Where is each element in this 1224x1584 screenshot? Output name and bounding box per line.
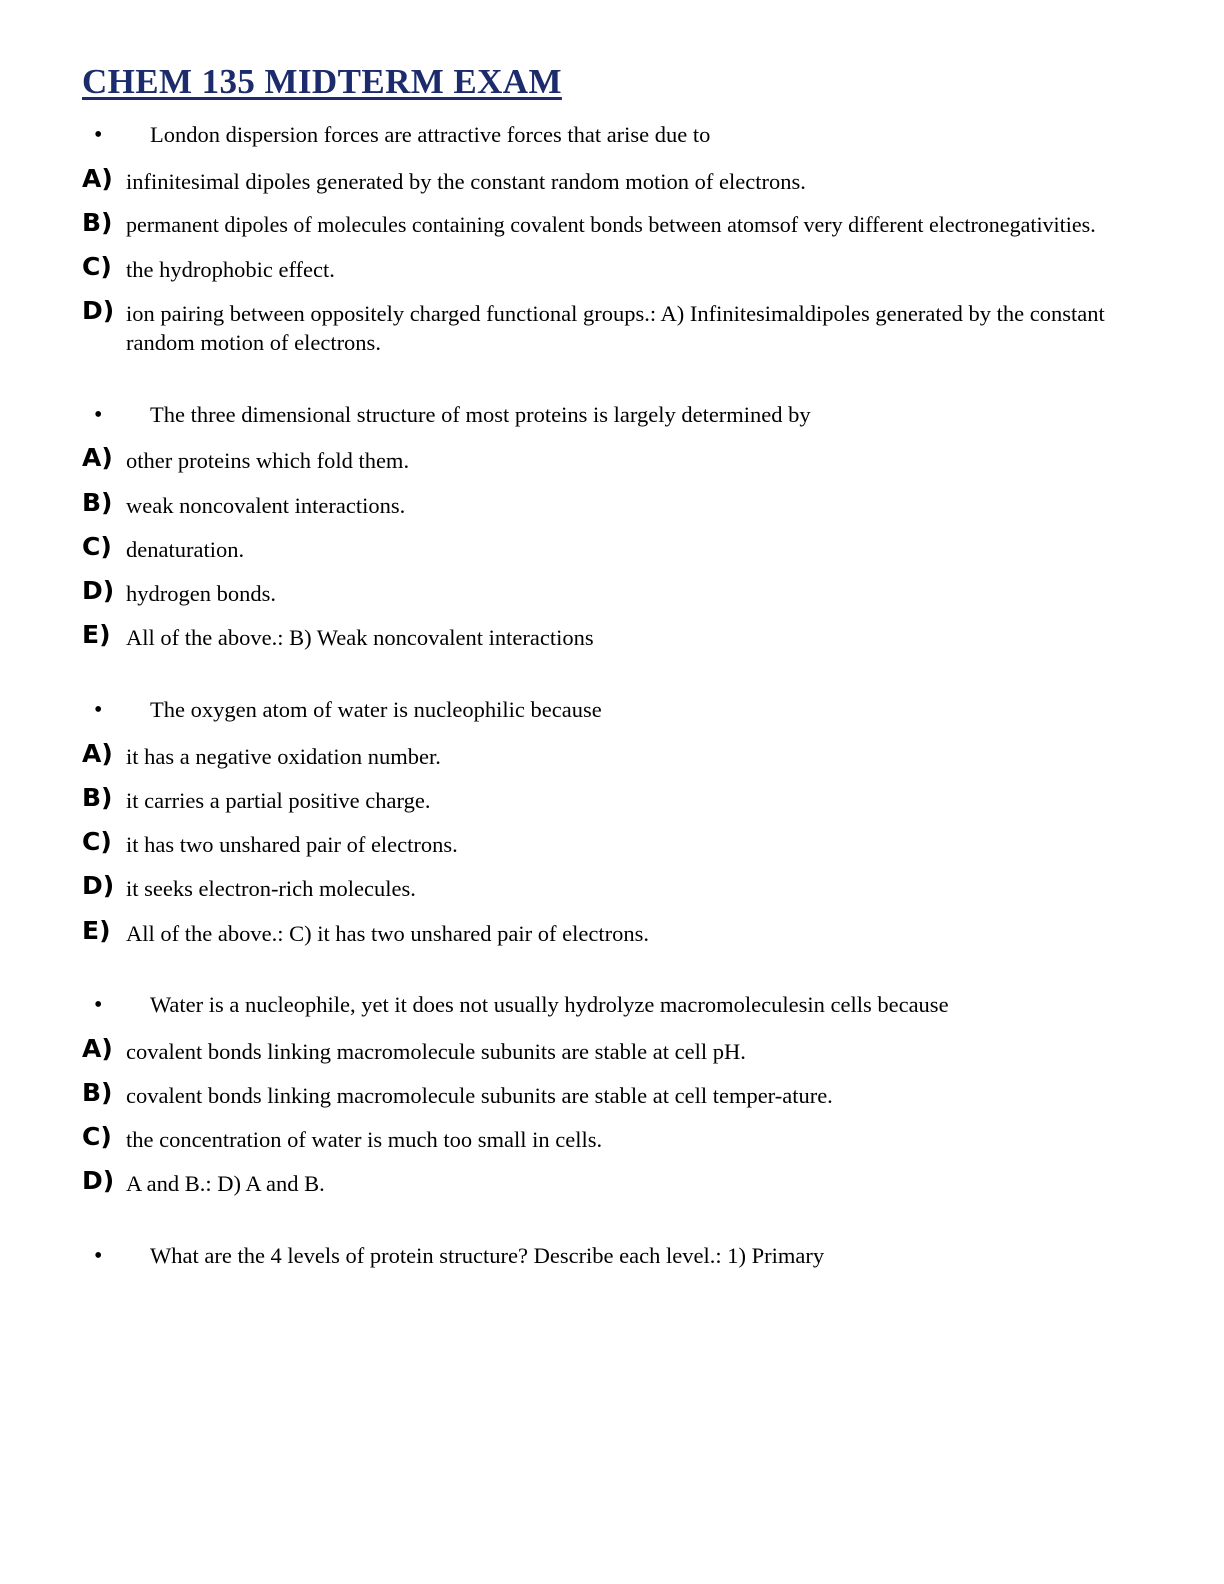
question-stem-text: The three dimensional structure of most proteins is largely determined by [150,401,811,427]
question-stem [82,695,1128,727]
question-stem-text: Water is a nucleophile, yet it does not usually hydrolyze macromoleculesin cells because [150,991,949,1017]
choice-text: weak noncovalent interactions. [126,492,406,518]
choice-text: the concentration of water is much too small in cells. [126,1127,603,1153]
question-stem-text: What are the 4 levels of protein structure? Describe each level.: 1) Primary [150,1242,825,1268]
choice-c[interactable] [82,1122,1128,1154]
choice-text: covalent bonds linking macromolecule subunits are stable at cell pH. [126,1038,746,1064]
choice-letter: A) [82,1033,113,1063]
choice-d[interactable] [82,296,1128,358]
question-stem-text: London dispersion forces are attractive forces that arise due to [150,122,711,147]
question-stem [82,1241,1128,1273]
choice-text: it seeks electron-rich molecules. [126,876,416,902]
choice-text: it carries a partial positive charge. [126,787,431,813]
choice-text: covalent bonds linking macromolecule subunits are stable at cell temper-ature. [126,1082,833,1108]
choice-text: hydrogen bonds. [126,581,276,607]
choice-letter: B) [82,208,113,238]
choice-d[interactable] [82,871,1128,903]
choice-d[interactable] [82,1166,1128,1198]
choice-text: A and B.: D) A and B. [126,1171,325,1197]
choice-text: it has two unshared pair of electrons. [126,832,458,858]
choice-letter: D) [82,296,115,325]
choice-d[interactable] [82,576,1128,608]
choice-a[interactable] [82,739,1128,771]
choice-e[interactable] [82,620,1128,652]
question-block [82,1241,1128,1273]
choice-text: denaturation. [126,536,245,562]
question-block [82,120,1128,358]
choice-letter: A) [82,443,113,473]
bullet-icon [82,1241,150,1273]
choice-text: All of the above.: C) it has two unshared pair of electrons. [126,920,649,946]
choice-text: it has a negative oxidation number. [126,743,441,769]
choice-a[interactable] [82,164,1128,196]
choice-text: All of the above.: B) Weak noncovalent interactions [126,625,594,651]
section-spacer [82,370,1128,400]
bullet-icon [82,400,150,432]
choice-text: other proteins which fold them. [126,448,410,474]
choice-c[interactable] [82,827,1128,859]
choice-text: infinitesimal dipoles generated by the constant random motion of electrons. [126,168,806,194]
choice-e[interactable] [82,916,1128,948]
choice-letter: A) [82,738,113,768]
choice-c[interactable] [82,252,1128,284]
question-block [82,990,1128,1199]
choice-letter: E) [82,915,111,945]
choice-text: permanent dipoles of molecules containing covalent bonds between atomsof very different electronegativities. [126,212,1096,238]
choice-b[interactable] [82,208,1128,240]
choice-b[interactable] [82,1078,1128,1110]
section-spacer [82,960,1128,990]
choice-a[interactable] [82,443,1128,475]
question-stem [82,990,1128,1022]
choice-letter: A) [82,163,113,193]
page-title: CHEM 135 MIDTERM EXAM [82,62,562,101]
section-spacer [82,1211,1128,1241]
question-stem [82,400,1128,432]
choice-text: ion pairing between oppositely charged functional groups.: A) Infinitesimaldipoles generated by the constant random motion of electrons. [126,301,1105,356]
question-block [82,400,1128,653]
choice-letter: B) [82,1077,113,1107]
section-spacer [82,665,1128,695]
choice-b[interactable] [82,488,1128,520]
bullet-icon [82,120,150,152]
choice-letter: D) [82,576,115,606]
choice-letter: B) [82,487,113,517]
choice-letter: B) [82,782,113,812]
choice-a[interactable] [82,1034,1128,1066]
choice-letter: C) [82,1122,112,1152]
choice-letter: D) [82,1166,115,1196]
choice-letter: E) [82,620,111,650]
question-stem-text: The oxygen atom of water is nucleophilic because [150,696,602,722]
choice-text: the hydrophobic effect. [126,256,335,282]
bullet-icon [82,695,150,727]
bullet-icon [82,990,150,1022]
choice-c[interactable] [82,532,1128,564]
choice-b[interactable] [82,783,1128,815]
choice-letter: C) [82,531,112,561]
question-block [82,695,1128,948]
choice-letter: C) [82,251,112,281]
question-stem [82,120,1128,152]
choice-letter: C) [82,827,112,857]
choice-letter: D) [82,871,115,901]
